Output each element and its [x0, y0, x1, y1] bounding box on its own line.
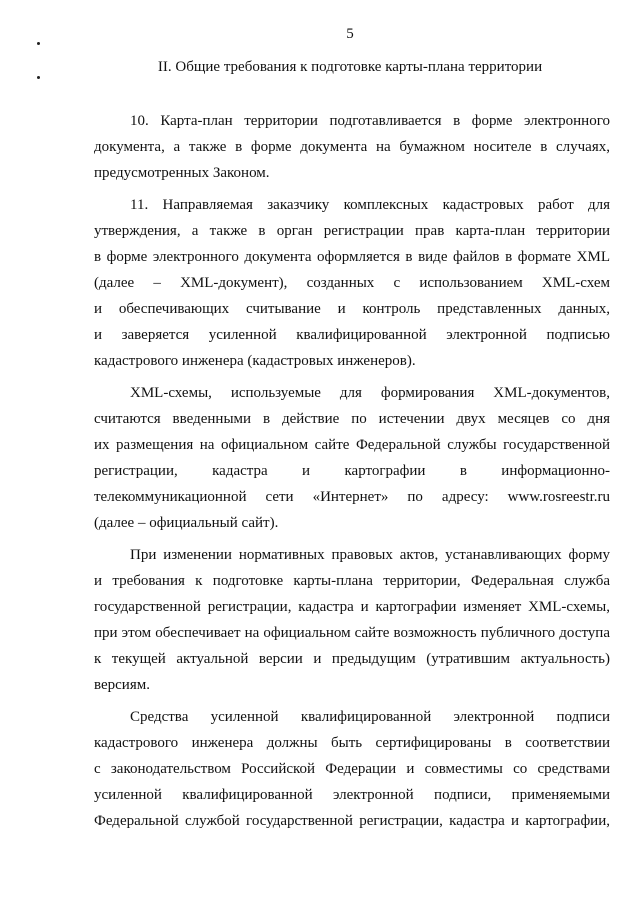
text-line: государственной регистрации, кадастра и картографии изменяет XML-схемы,	[94, 599, 610, 615]
text-line: (далее – XML-документ), созданных с использованием XML-схем	[94, 275, 610, 291]
text-line: версиям.	[94, 677, 150, 693]
text-line: При изменении нормативных правовых актов, устанавливающих форму	[130, 547, 610, 563]
text-line: XML-схемы, используемые для формирования XML-документов,	[130, 385, 610, 401]
text-line: (далее – официальный сайт).	[94, 515, 279, 531]
text-line: и требования к подготовке карты-плана территории, Федеральная служба	[94, 573, 610, 589]
text-line: с законодательством Российской Федерации и совместимы со средствами	[94, 761, 610, 777]
paragraph	[94, 192, 610, 374]
text-line: их размещения на официальном сайте Федеральной службы государственной	[94, 437, 610, 453]
paragraph	[94, 542, 610, 698]
text-line: в форме электронного документа оформляется в виде файлов в формате XML	[94, 249, 610, 265]
text-line: усиленной квалифицированной электронной подписи, применяемыми	[94, 787, 610, 803]
text-line: кадастрового инженера (кадастровых инженеров).	[94, 353, 416, 369]
paragraph	[94, 108, 610, 186]
document-body	[94, 108, 610, 840]
text-line: 10. Карта-план территории подготавливается в форме электронного	[130, 113, 610, 129]
scan-speck	[37, 76, 40, 79]
paragraph	[94, 704, 610, 834]
text-line: к текущей актуальной версии и предыдущим (утратившим актуальность)	[94, 651, 610, 667]
text-line: предусмотренных Законом.	[94, 165, 270, 181]
paragraph	[94, 380, 610, 536]
text-line: регистрации, кадастра и картографии в информационно-	[94, 463, 610, 479]
text-line: считаются введенными в действие по истечении двух месяцев со дня	[94, 411, 610, 427]
text-line: 11. Направляемая заказчику комплексных кадастровых работ для	[130, 197, 610, 213]
text-line: Федеральной службой государственной регистрации, кадастра и картографии,	[94, 813, 610, 829]
text-line: утверждения, а также в орган регистрации прав карта-план территории	[94, 223, 610, 239]
text-line: и обеспечивающих считывание и контроль представленных данных,	[94, 301, 610, 317]
page-number: 5	[346, 26, 354, 42]
text-line: документа, а также в форме документа на бумажном носителе в случаях,	[94, 139, 610, 155]
text-line: кадастрового инженера должны быть сертифицированы в соответствии	[94, 735, 610, 751]
text-line: при этом обеспечивает на официальном сайте возможность публичного доступа	[94, 625, 610, 641]
text-line: телекоммуникационной сети «Интернет» по адресу: www.rosreestr.ru	[94, 489, 610, 505]
scan-speck	[37, 42, 40, 45]
section-heading: II. Общие требования к подготовке карты-плана территории	[157, 59, 543, 75]
text-line: и заверяется усиленной квалифицированной электронной подписью	[94, 327, 610, 343]
text-line: Средства усиленной квалифицированной электронной подписи	[130, 709, 610, 725]
